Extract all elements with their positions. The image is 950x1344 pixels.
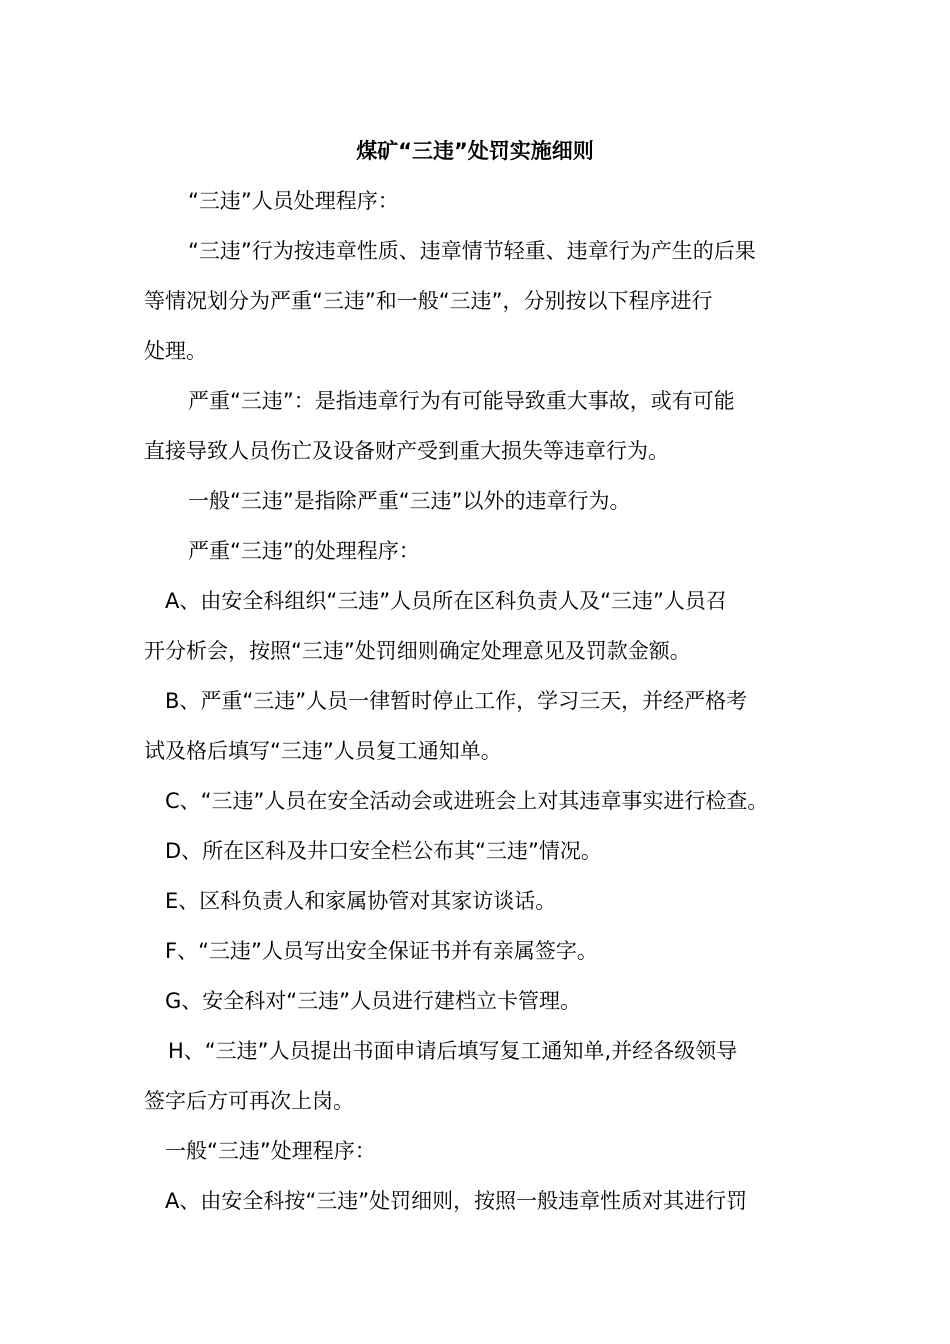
paragraph-line: “三违”人员处理程序： <box>188 189 399 213</box>
section-heading: 一般“三违”处理程序： <box>165 1139 376 1163</box>
list-item-continuation: 试及格后填写“三违”人员复工通知单。 <box>144 739 502 763</box>
document-title: 煤矿“三违”处罚实施细则 <box>356 139 594 163</box>
list-item: A、由安全科组织“三违”人员所在区科负责人及“三违”人员召 <box>165 589 727 613</box>
paragraph-line: 直接导致人员伤亡及设备财产受到重大损失等违章行为。 <box>144 439 669 463</box>
list-item: F、“三违”人员写出安全保证书并有亲属签字。 <box>165 939 598 963</box>
paragraph-line: 严重“三违”：是指违章行为有可能导致重大事故，或有可能 <box>188 389 735 413</box>
list-item: D、所在区科及井口安全栏公布其“三违”情况。 <box>165 839 602 863</box>
list-item: A、由安全科按“三违”处罚细则，按照一般违章性质对其进行罚 <box>165 1189 748 1213</box>
section-heading: 严重“三违”的处理程序： <box>188 539 420 563</box>
paragraph-line: 处理。 <box>144 339 207 363</box>
list-item: B、严重“三违”人员一律暂时停止工作，学习三天，并经严格考 <box>165 689 748 713</box>
list-item: C、“三违”人员在安全活动会或进班会上对其违章事实进行检查。 <box>165 789 769 813</box>
list-item: H、“三违”人员提出书面申请后填写复工通知单,并经各级领导 <box>168 1039 738 1063</box>
list-item: G、安全科对“三违”人员进行建档立卡管理。 <box>165 989 582 1013</box>
paragraph-line: “三违”行为按违章性质、违章情节轻重、违章行为产生的后果 <box>188 239 756 263</box>
paragraph-line: 一般“三违”是指除严重“三违”以外的违章行为。 <box>188 489 631 513</box>
list-item-continuation: 签字后方可再次上岗。 <box>144 1089 354 1113</box>
paragraph-line: 等情况划分为严重“三违”和一般“三违”，分别按以下程序进行 <box>144 289 713 313</box>
list-item: E、区科负责人和家属协管对其家访谈话。 <box>165 889 557 913</box>
list-item-continuation: 开分析会，按照“三违”处罚细则确定处理意见及罚款金额。 <box>144 639 691 663</box>
